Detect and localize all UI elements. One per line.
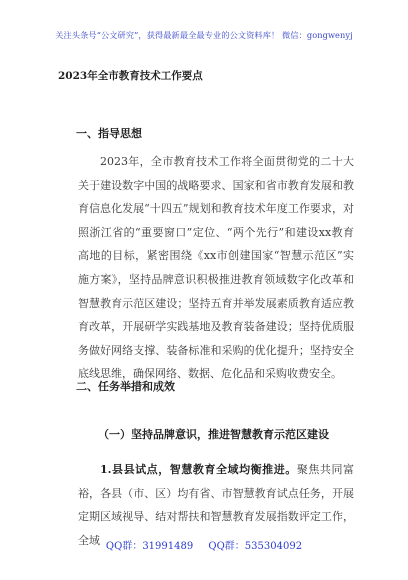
section-heading-guiding-ideology: 一、指导思想	[76, 127, 142, 140]
header-banner: 关注头条号“公文研究”，获得最新最全最专业的公文资料库！ 微信：gongwenyj	[55, 30, 353, 40]
qq-group-2: QQ群：535304092	[208, 541, 303, 552]
item-text-county-pilot: 聚焦共同富裕，各县（市、区）均有省、市智慧教育试点任务，开展定期区域视导、结对帮扶和智慧教育发展指数评定工作，全域	[78, 463, 355, 547]
subsection-heading-brand: （一）坚持品牌意识，推进智慧教育示范区建设	[98, 428, 329, 441]
qq-group-1: QQ群：31991489	[105, 541, 194, 552]
item-lead-county-pilot: 1.县县试点，智慧教育全域均衡推进。	[100, 463, 297, 476]
section-heading-tasks: 二、任务举措和成效	[76, 380, 175, 393]
footer-qq-groups	[0, 537, 408, 552]
section-paragraph-guiding-ideology: 2023年，全市教育技术工作将全面贯彻党的二十大关于建设数字中国的战略要求、国家和省市教育发展和教育信息化发展“十四五”规划和教育技术年度工作要求，对照浙江省的“重要窗口”定位、“两个先行”和建设xx教育高地的目标，紧密围绕《xx市创建国家“智慧示范区”实施方案》，坚持品牌意识积极推进教育领域数字化改革和智慧教育示范区建设；坚持五育并举发展素质教育适应教育改革，开展研学实践基地及教育装备建设；坚持优质服务做好网络支撑、装备标准和采购的优化提升；坚持安全底线思维，确保网络、数据、危化品和采购收费安全。	[78, 155, 354, 381]
document-title: 2023年全市教育技术工作要点	[58, 70, 203, 82]
